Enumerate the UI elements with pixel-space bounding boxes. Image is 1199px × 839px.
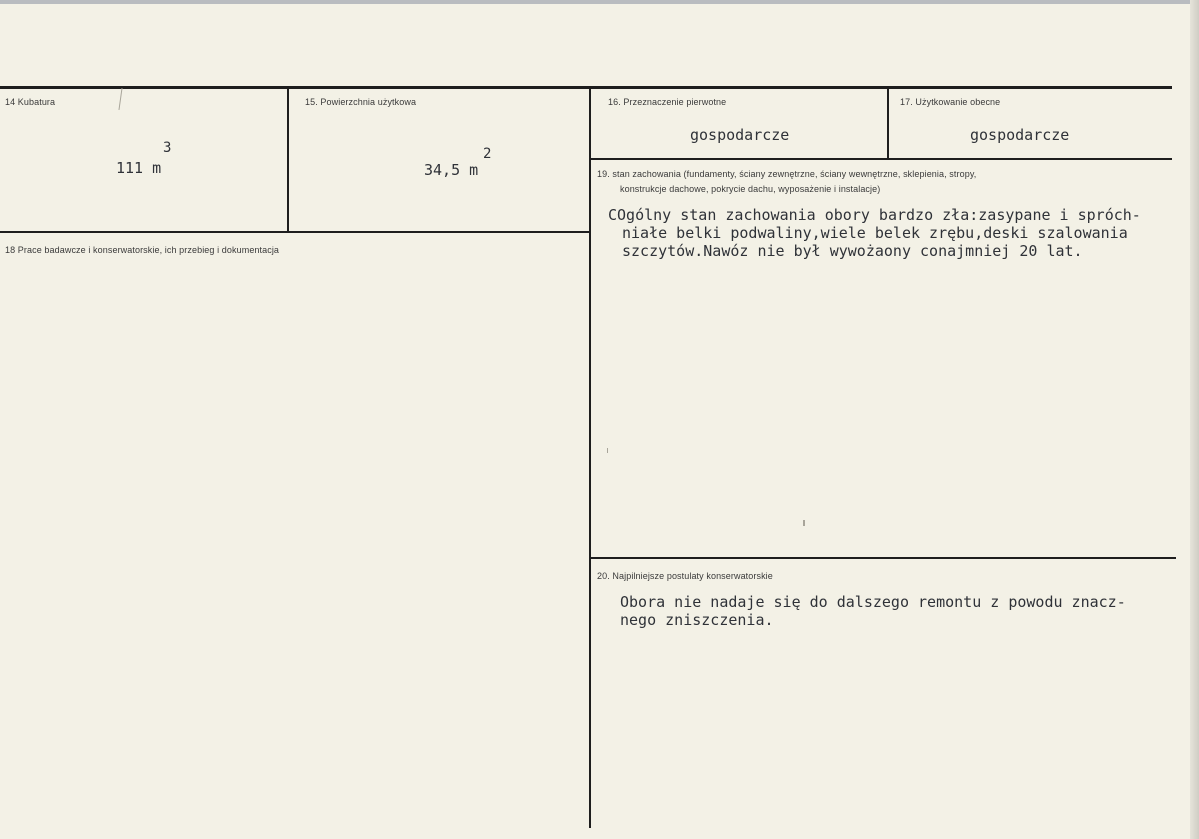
field-16-label: 16. Przeznaczenie pierwotne xyxy=(608,97,727,107)
field-15-value: 34,5 m xyxy=(424,161,479,179)
field-17-value: gospodarcze xyxy=(970,126,1070,144)
rule-below-19 xyxy=(590,557,1176,559)
rule-below-16-17 xyxy=(590,158,1172,160)
field-19-text-line-3: szczytów.Nawóz nie był wywożaony conajmniej 20 lat. xyxy=(622,242,1083,260)
scan-right-edge xyxy=(1190,0,1199,839)
field-19-text-line-2: niałe belki podwaliny,wiele belek zrębu,deski szalowania xyxy=(622,224,1128,242)
field-20-text-line-2: nego zniszczenia. xyxy=(620,611,774,629)
rule-vertical-center xyxy=(589,88,591,828)
field-19-text-line-1: COgólny stan zachowania obory bardzo zła:zasypane i spróch- xyxy=(608,206,1141,224)
field-18-label: 18 Prace badawcze i konserwatorskie, ich przebieg i dokumentacja xyxy=(5,245,280,255)
field-16-value: gospodarcze xyxy=(690,126,790,144)
field-20-text-line-1: Obora nie nadaje się do dalszego remontu z powodu znacz- xyxy=(620,593,1126,611)
rule-vertical-14-15 xyxy=(287,88,289,233)
rule-below-14-15 xyxy=(0,231,590,233)
field-20-label: 20. Najpilniejsze postulaty konserwatorskie xyxy=(597,571,773,581)
rule-top xyxy=(0,86,1172,89)
field-19-label-line-2: konstrukcje dachowe, pokrycie dachu, wyposażenie i instalacje) xyxy=(620,184,881,194)
field-19-label-line-1: 19. stan zachowania (fundamenty, ściany zewnętrzne, ściany wewnętrzne, sklepienia, stropy, xyxy=(597,169,977,179)
field-14-label: 14 Kubatura xyxy=(5,97,56,107)
field-15-unit-exponent: 2 xyxy=(483,146,492,162)
speck-mark xyxy=(803,520,805,526)
rule-vertical-16-17 xyxy=(887,88,889,160)
speck-mark xyxy=(607,448,608,453)
pen-stroke-mark xyxy=(118,88,122,110)
scan-top-edge xyxy=(0,0,1199,4)
field-15-label: 15. Powierzchnia użytkowa xyxy=(305,97,417,107)
field-14-unit-exponent: 3 xyxy=(163,140,172,156)
field-17-label: 17. Użytkowanie obecne xyxy=(900,97,1001,107)
field-14-value: 111 m xyxy=(116,159,162,177)
